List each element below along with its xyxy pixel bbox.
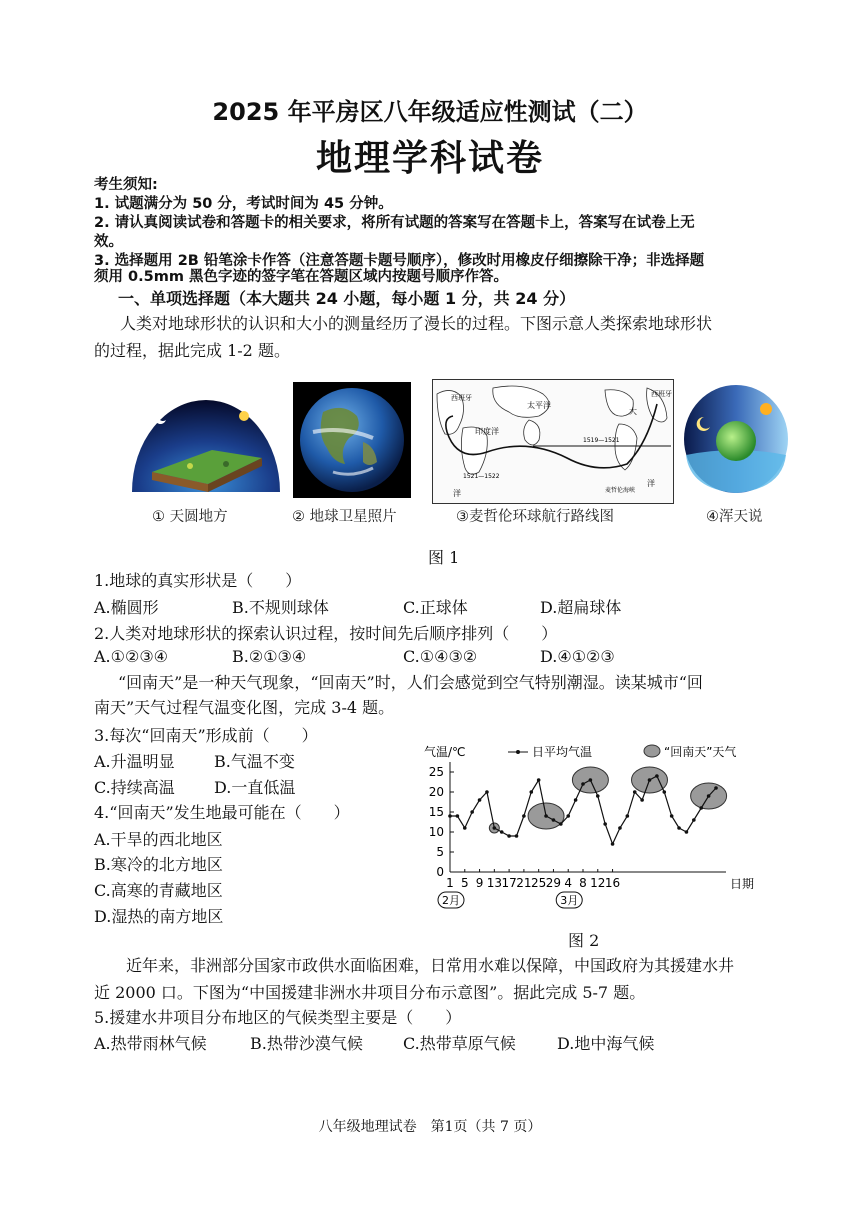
question-2-option-a: A.①②③④ (94, 647, 169, 666)
temperature-point (485, 790, 489, 794)
question-5-option-b: B.热带沙漠气候 (250, 1034, 363, 1053)
chart-x-tick-label: 4 (564, 876, 573, 890)
temperature-point (456, 814, 460, 818)
temperature-point (500, 830, 504, 834)
intro-paragraph-3b: 近 2000 口。下图为“中国援建非洲水井项目分布示意图”。据此完成 5-7 题。 (94, 983, 646, 1002)
temperature-point (566, 814, 570, 818)
month-label: 2月 (442, 894, 460, 907)
question-1-option-c: C.正球体 (403, 598, 468, 617)
notice-line-1: 1. 试题满分为 50 分，考试时间为 45 分钟。 (94, 196, 393, 212)
temperature-point (648, 778, 652, 782)
question-3-option-c: C.持续高温 (94, 778, 175, 797)
temperature-point (589, 778, 593, 782)
chart-y-tick-label: 15 (428, 805, 444, 819)
notice-heading: 考生须知: (94, 177, 158, 193)
question-1-stem: 1.地球的真实形状是（ ） (94, 571, 302, 590)
hun-tian-theory-image (682, 383, 790, 495)
chart-x-tick-label: 12 (590, 876, 606, 890)
question-4-option-a: A.干旱的西北地区 (94, 830, 223, 849)
page-footer: 八年级地理试卷 第1页（共 7 页） (318, 1119, 542, 1135)
question-2-option-d: D.④①②③ (540, 647, 615, 666)
temperature-point (596, 794, 600, 798)
chart-y-tick-label: 0 (436, 865, 444, 879)
chart-x-tick-label: 1 (446, 876, 454, 890)
question-4-option-d: D.湿热的南方地区 (94, 907, 224, 926)
chart-y-tick-label: 25 (428, 765, 444, 779)
notice-line-3a: 3. 选择题用 2B 铅笔涂卡作答（注意答题卡题号顺序），修改时用橡皮仔细擦除干净；非选择题 (94, 253, 705, 269)
question-3-option-b: B.气温不变 (214, 752, 295, 771)
question-5-option-d: D.地中海气候 (557, 1034, 655, 1053)
map-label-pacific: 太平洋 (527, 401, 551, 410)
map-label-strait: 麦哲伦海峡 (605, 487, 636, 494)
question-4-option-c: C.高寒的青藏地区 (94, 881, 223, 900)
temperature-point (507, 834, 511, 838)
chart-x-tick-label: 16 (604, 876, 621, 890)
intro-paragraph-3a: 近年来，非洲部分国家市政供水面临困难，日常用水难以保障，中国政府为其援建水井 (126, 956, 735, 975)
temperature-point (448, 814, 452, 818)
temperature-point (574, 798, 578, 802)
temperature-point (618, 826, 622, 830)
question-3-stem: 3.每次“回南天”形成前（ ） (94, 726, 318, 745)
temperature-chart (420, 738, 780, 918)
map-label-year-1: 1519—1521 (583, 437, 620, 444)
question-2-option-c: C.①④③② (403, 647, 478, 666)
figure1-caption-1: ① 天圆地方 (152, 509, 228, 525)
question-2-option-b: B.②①③④ (232, 647, 307, 666)
temperature-point (611, 842, 615, 846)
question-3-option-d: D.一直低温 (214, 778, 296, 797)
magellan-route-map (432, 379, 674, 504)
chart-x-tick-label: 8 (579, 876, 587, 890)
temperature-point (515, 834, 519, 838)
chart-y-tick-label: 5 (436, 845, 444, 859)
temperature-point (544, 814, 548, 818)
question-5-stem: 5.援建水井项目分布地区的气候类型主要是（ ） (94, 1008, 462, 1027)
section-heading: 一、单项选择题（本大题共 24 小题，每小题 1 分，共 24 分） (118, 289, 576, 308)
question-2-stem: 2.人类对地球形状的探索认识过程，按时间先后顺序排列（ ） (94, 624, 558, 643)
map-label-year-2: 1521—1522 (463, 473, 500, 480)
chart-x-tick-label: 29 (545, 876, 562, 890)
temperature-point (707, 794, 711, 798)
temperature-point (478, 798, 482, 802)
temperature-point (626, 814, 630, 818)
temperature-point (470, 810, 474, 814)
chart-x-tick-label: 25 (531, 876, 547, 890)
chart-x-axis-label: 日期 (730, 877, 755, 891)
temperature-point (670, 814, 674, 818)
temperature-point (655, 774, 659, 778)
temperature-point (677, 826, 681, 830)
map-label-indian: 印度洋 (475, 427, 499, 436)
question-4-stem: 4.“回南天”发生地最可能在（ ） (94, 803, 350, 822)
question-1-option-b: B.不规则球体 (232, 598, 329, 617)
exam-subject-title: 地理学科试卷 (315, 138, 544, 179)
legend-dot-icon (516, 750, 520, 754)
intro-paragraph-2b: 南天”天气过程气温变化图，完成 3-4 题。 (94, 698, 395, 717)
chart-y-tick-label: 10 (428, 825, 444, 839)
figure1-caption-2: ② 地球卫星照片 (292, 509, 397, 525)
earth-satellite-photo (293, 382, 411, 498)
question-1-option-a: A.椭圆形 (94, 598, 159, 617)
temperature-point (662, 790, 666, 794)
chart-x-tick-label: 5 (460, 876, 469, 890)
legend-item-humid: “回南天”天气 (664, 745, 737, 759)
figure1-caption-3: ③麦哲伦环球航行路线图 (456, 509, 614, 525)
temperature-point (529, 790, 533, 794)
intro-paragraph-1a: 人类对地球形状的认识和大小的测量经历了漫长的过程。下图示意人类探索地球形状 (120, 314, 713, 333)
chart-x-tick-label: 21 (516, 876, 532, 890)
figure2-title: 图 2 (568, 931, 600, 950)
legend-humid-icon (644, 745, 660, 757)
question-3-option-a: A.升温明显 (94, 752, 175, 771)
map-label-spain-east: 西班牙 (651, 390, 672, 398)
chart-x-tick-label: 13 (486, 876, 502, 890)
temperature-point (699, 806, 703, 810)
temperature-point (493, 826, 497, 830)
temperature-point (559, 822, 563, 826)
temperature-point (522, 814, 526, 818)
chart-x-tick-label: 17 (501, 876, 517, 890)
temperature-point (552, 818, 556, 822)
temperature-point (603, 822, 607, 826)
map-label-ocean-sw: 洋 (453, 489, 461, 498)
temperature-point (633, 790, 637, 794)
question-5-option-c: C.热带草原气候 (403, 1034, 516, 1053)
intro-paragraph-2a: “回南天”是一种天气现象，“回南天”时，人们会感觉到空气特别潮湿。读某城市“回 (118, 673, 703, 692)
question-5-option-a: A.热带雨林气候 (94, 1034, 207, 1053)
temperature-point (714, 786, 718, 790)
chart-x-tick-label: 9 (475, 876, 484, 890)
heaven-round-earth-square-image (130, 392, 282, 496)
intro-paragraph-1b: 的过程，据此完成 1-2 题。 (94, 341, 290, 360)
notice-line-2b: 效。 (94, 234, 123, 250)
temperature-point (692, 818, 696, 822)
notice-line-3b: 须用 0.5mm 黑色字迹的签字笔在答题区域内按题号顺序作答。 (94, 269, 508, 285)
question-4-option-b: B.寒冷的北方地区 (94, 855, 223, 874)
figure1-title: 图 1 (428, 548, 460, 567)
temperature-point (463, 826, 467, 830)
figure1-caption-4: ④浑天说 (706, 509, 763, 525)
temperature-point (640, 798, 644, 802)
map-label-ocean-se: 洋 (647, 479, 655, 488)
exam-title: 2025 年平房区八年级适应性测试（二） (212, 98, 648, 126)
month-label: 3月 (560, 894, 579, 907)
notice-line-2a: 2. 请认真阅读试卷和答题卡的相关要求，将所有试题的答案写在答题卡上，答案写在试卷上无 (94, 215, 695, 231)
chart-y-axis-label: 气温/℃ (424, 745, 466, 759)
temperature-point (685, 830, 689, 834)
temperature-point (581, 782, 585, 786)
legend-item-temperature: 日平均气温 (532, 745, 593, 759)
question-1-option-d: D.超扁球体 (540, 598, 622, 617)
map-label-da: 大 (629, 407, 637, 416)
temperature-point (537, 778, 541, 782)
map-label-spain-west: 西班牙 (451, 394, 472, 402)
chart-y-tick-label: 20 (428, 785, 444, 799)
